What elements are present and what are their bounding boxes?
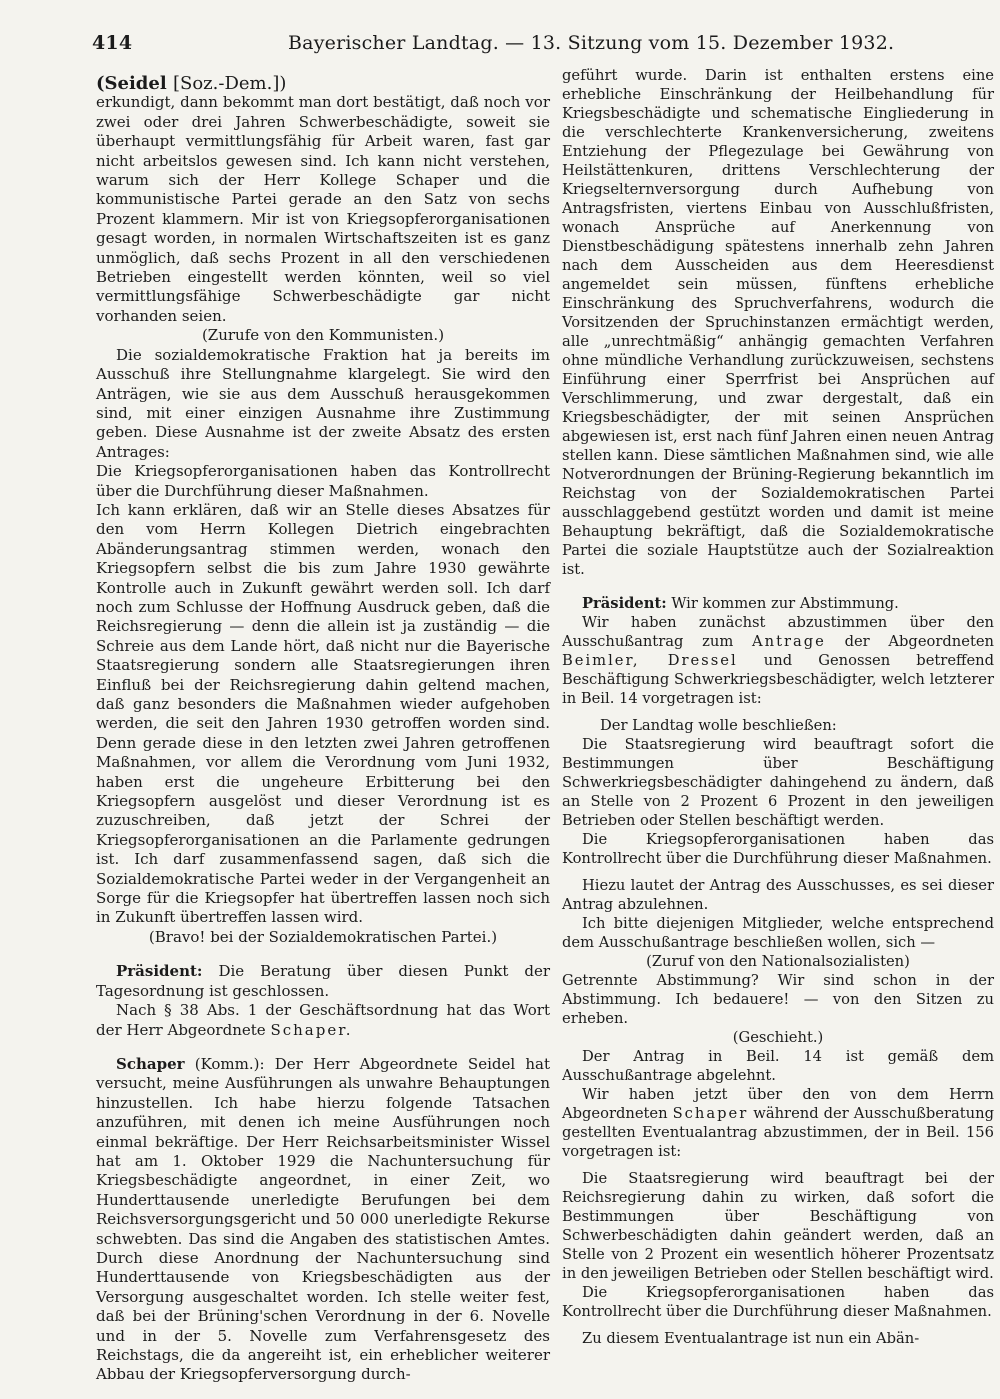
speech: Schaper (Komm.): Der Herr Abgeordnete Seidel hat versucht, meine Ausführungen als unwahre Behauptungen hinzustellen. Ich habe hierzu folgende Tatsachen anzuführen, mit denen ich meine Ausführungen noch einmal bekräftige. Der Herr Reichsarbeitsminister Wissel hat am 1. Oktober 1929 die Nachuntersuchung für Kriegsbeschädigte angeordnet, in einer Zeit, wo Hunderttausende unerledigte Berufungen bei dem Reichsversorgungsgericht und 50 000 unerledigte Rekurse schwebten. Das sind die Angaben des statistischen Amtes. Durch diese Anordnung der Nachuntersuchung sind Hunderttausende von Kriegsbeschädigten aus der Versorgung ausgeschaltet worden. Ich stelle weiter fest, daß bei der Brüning'schen Verordnung in der 6. Novelle und in der 5. Novelle zum Verfahrensgesetz des Reichstags, die da angereiht ist, ein erheblicher weiterer Abbau der Kriegsopferversorgung durch- — [96, 1054, 550, 1384]
speaker-reference: Schaper — [672, 1105, 749, 1122]
paragraph: Hiezu lautet der Antrag des Ausschusses, es sei dieser Antrag abzulehnen. — [562, 877, 994, 913]
interjection: (Zurufe von den Kommunisten.) — [201, 326, 445, 345]
left-column — [96, 74, 550, 1385]
speaker-label: Präsident: — [582, 595, 667, 612]
paragraph: erkundigt, dann bekommt man dort bestätigt, daß noch vor zwei oder drei Jahren Schwerbeschädigte, soweit sie überhaupt vermittlungsfähig für Arbeit waren, fast gar nicht arbeitslos gewesen sind. Ich kann nicht verstehen, warum sich der Herr Kollege Schaper und die kommunistische Partei gerade an den Satz von sechs Prozent klammern. Mir ist von Kriegsopferorganisationen gesagt worden, in normalen Wirtschaftszeiten ist es ganz unmöglich, daß sechs Prozent in all den verschiedenen Betrieben eingestellt werden könnten, weil so viel vermittlungsfähige Schwerbeschädigte gar nicht vorhanden seien. — [96, 93, 550, 325]
paragraph: geführt wurde. Darin ist enthalten erstens eine erhebliche Einschränkung der Heilbehandlung für Kriegsbeschädigte und schematische Eingliederung in die verschlechterte Krankenversicherung, zweitens Entziehung der Pflegezulage bei Gewährung von Heilstättenkuren, drittens Verschlechterung der Kriegselternversorgung durch Aufhebung von Antragsfristen, viertens Einbau von Ausschlußfristen, wonach Ansprüche auf Anerkennung von Dienstbeschädigung spätestens innerhalb zehn Jahren nach dem Ausscheiden aus dem Heeresdienst angemeldet sein müssen, fünftens erhebliche Einschränkung des Spruchverfahrens, wodurch die Vorsitzenden der Spruchinstanzen ermächtigt werden, alle „unrechtmäßig“ anhängig gemachten Verfahren ohne mündliche Verhandlung zurückzuweisen, sechstens Einführung einer Sperrfrist bei Ansprüchen auf Verschlimmerung, und zwar dergestalt, daß ein Kriegsbeschädigter, der mit seinen Ansprüchen abgewiesen ist, erst nach fünf Jahren einen neuen Antrag stellen kann. Diese sämtlichen Maßnahmen sind, wie alle Notverordnungen der Brüning-Regierung bekanntlich im Reichstag von der Sozialdemokratischen Partei ausschlaggebend gestützt worden und damit ist meine Behauptung bekräftigt, daß die Sozialdemokratische Partei die soziale Hauptstütze auch der Sozialreaktion ist. — [562, 67, 994, 578]
president-statement: Präsident: Wir kommen zur Abstimmung. — [582, 595, 899, 612]
quoted-motion: Die Kriegsopferorganisationen haben das Kontrollrecht über die Durchführung dieser Maßnahmen. — [562, 1284, 994, 1320]
paragraph: Ich bitte diejenigen Mitglieder, welche entsprechend dem Ausschußantrage beschließen wollen, sich — — [562, 915, 994, 951]
speaker-reference: Schaper. — [270, 1020, 353, 1039]
interjection: (Zuruf von den Nationalsozialisten) — [646, 953, 910, 970]
paragraph: Wir haben jetzt über den von dem Herrn Abgeordneten Schaper während der Ausschußberatung gestellten Eventualantrag abzustimmen, der in Beil. 156 vorgetragen ist: — [562, 1086, 994, 1160]
paragraph: Der Antrag in Beil. 14 ist gemäß dem Ausschußantrage abgelehnt. — [562, 1048, 994, 1084]
speaker-label: Präsident: — [116, 962, 203, 981]
running-header — [92, 32, 895, 60]
speaker-label: Schaper — [116, 1054, 185, 1073]
motion-intro: Der Landtag wolle beschließen: — [600, 717, 837, 734]
paragraph: Zu diesem Eventualantrage ist nun ein Abän- — [582, 1330, 920, 1347]
quoted-motion: Die Kriegsopferorganisationen haben das Kontrollrecht über die Durchführung dieser Maßnahmen. — [562, 831, 994, 867]
interjection: (Geschieht.) — [732, 1029, 824, 1046]
member-names: Beimler, Dressel — [562, 652, 738, 669]
quoted-motion: Die Kriegsopferorganisationen haben das Kontrollrecht über die Durchführung dieser Maßnahmen. — [96, 462, 550, 500]
paragraph: Getrennte Abstimmung? Wir sind schon in der Abstimmung. Ich bedauere! — von den Sitzen zu erheben. — [562, 972, 994, 1027]
running-title: Bayerischer Landtag. — 13. Sitzung vom 15. Dezember 1932. — [288, 32, 895, 54]
speaker-name: (Seidel — [96, 73, 167, 94]
quoted-motion: Die Staatsregierung wird beauftragt sofort die Bestimmungen über Beschäftigung Schwerkriegsbeschädigter dahingehend zu ändern, daß an Stelle von 2 Prozent 6 Prozent in den jeweiligen Betrieben oder Stellen beschäftigt werden. — [562, 736, 994, 829]
paragraph: Die sozialdemokratische Fraktion hat ja bereits im Ausschuß ihre Stellungnahme klargelegt. Sie wird den Anträgen, wie sie aus dem Ausschuß herausgekommen sind, mit einer einzigen Ausnahme ihre Zustimmung geben. Diese Ausnahme ist der zweite Absatz des ersten Antrages: — [96, 345, 550, 461]
speaker-party: [Soz.-Dem.]) — [172, 73, 287, 94]
page-number: 414 — [92, 32, 133, 54]
paragraph: Wir haben zunächst abzustimmen über den Ausschußantrag zum Antrage der Abgeordneten Beimler, Dressel und Genossen betreffend Beschäftigung Schwerkriegsbeschädigter, welch letzterer in Beil. 14 vorgetragen ist: — [562, 614, 994, 707]
president-statement: Präsident: Die Beratung über diesen Punkt der Tagesordnung ist geschlossen. — [96, 962, 550, 1000]
quoted-motion: Die Staatsregierung wird beauftragt bei der Reichsregierung dahin zu wirken, daß sofort die Bestimmungen über Beschäftigung von Schwerbeschädigten dahin geändert werden, daß an Stelle von 2 Prozent ein wesentlich höherer Prozentsatz in den jeweiligen Betrieben oder Stellen beschäftigt wird. — [562, 1170, 994, 1282]
right-column — [562, 66, 994, 1348]
interjection: (Bravo! bei der Sozialdemokratischen Partei.) — [148, 927, 498, 946]
paragraph: Nach § 38 Abs. 1 der Geschäftsordnung hat das Wort der Herr Abgeordnete Schaper. — [96, 1001, 550, 1039]
speaker-heading — [96, 74, 550, 93]
speaker-party: (Komm.): — [194, 1054, 265, 1073]
paragraph: Ich kann erklären, daß wir an Stelle dieses Absatzes für den vom Herrn Kollegen Dietrich eingebrachten Abänderungsantrag stimmen werden, wonach den Kriegsopfern selbst die bis zum Jahre 1930 gewährte Kontrolle auch in Zukunft gewährt werden soll. Ich darf noch zum Schlusse der Hoffnung Ausdruck geben, daß die Reichsregierung — denn die allein ist ja zuständig — die Schreie aus dem Lande hört, daß nicht nur die Bayerische Staatsregierung sondern alle Staatsregierungen ihren Einfluß bei der Reichsregierung dahin geltend machen, daß ganz besonders die Maßnahmen wieder aufgehoben werden, die seit den Jahren 1930 getroffen worden sind. Denn gerade diese in den letzten zwei Jahren getroffenen Maßnahmen, vor allem die Verordnung vom Juni 1932, haben erst die ungeheure Erbitterung bei den Kriegsopfern ausgelöst und dieser Verordnung ist es zuzuschreiben, daß jetzt der Schrei der Kriegsopferorganisationen an die Parlamente gedrungen ist. Ich darf zusammenfassend sagen, daß sich die Sozialdemokratische Partei weder in der Vergangenheit an Sorge für die Kriegsopfer hat übertreffen lassen noch sich in Zukunft übertreffen lassen wird. — [96, 500, 550, 927]
